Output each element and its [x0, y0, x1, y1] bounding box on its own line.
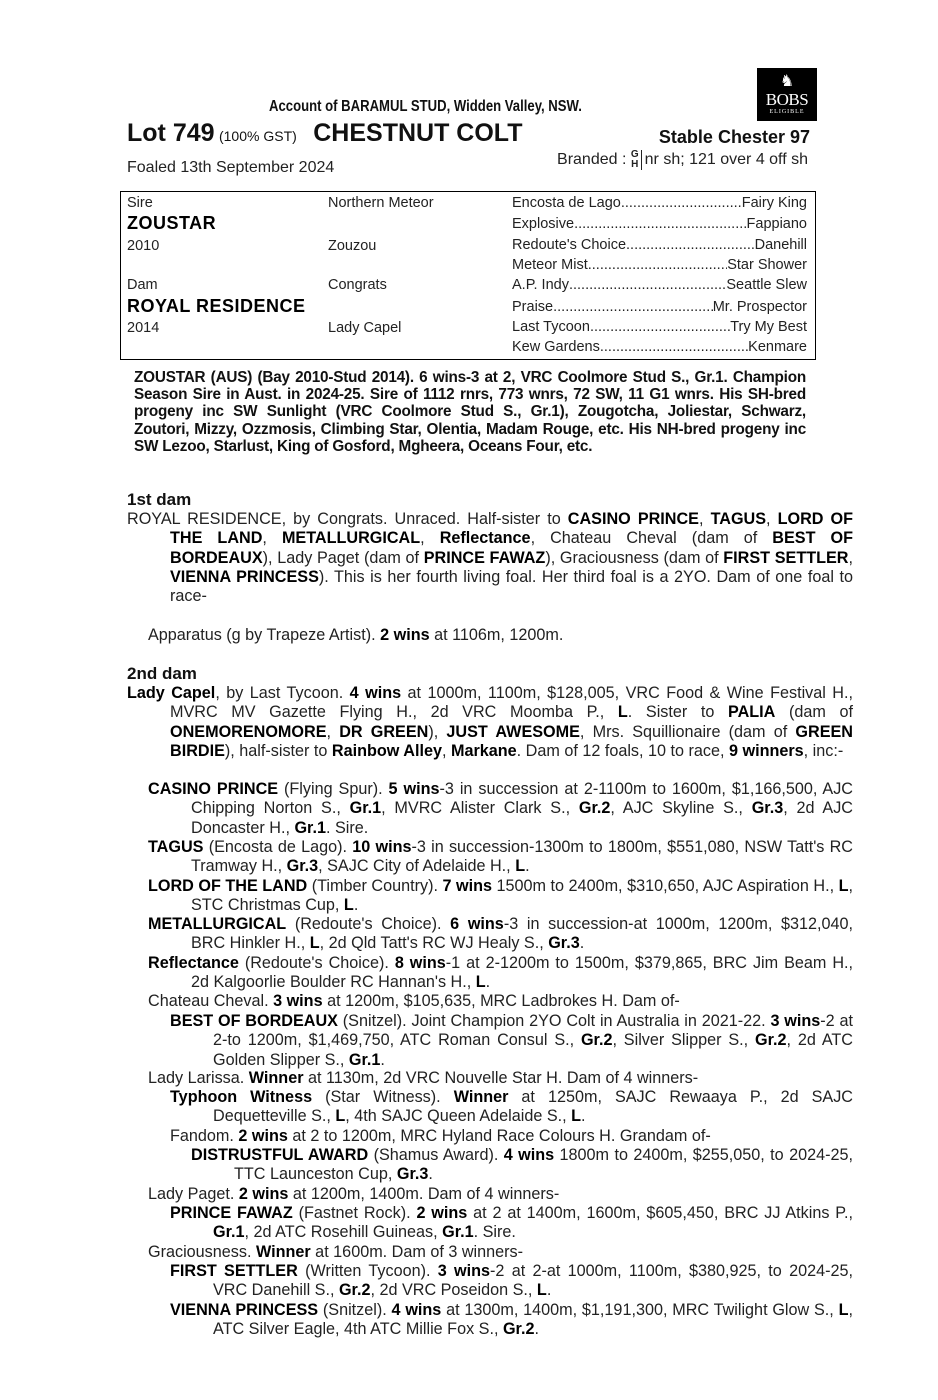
first-dam-text: ROYAL RESIDENCE, by Congrats. Unraced. Half-sister to CASINO PRINCE, TAGUS, LORD OF THE LAND, METALLURGICAL, Reflectance, Chateau Cheval (dam of BEST OF BORDEAUX), Lady Paget (dam of PRINCE FAWAZ), Graciousness (dam of FIRST SETTLER, VIENNA PRINCESS). This is her fourth living foal. Her third foal is a 2YO. Dam of one foal to race- — [127, 510, 854, 606]
gg-sire: Last Tycoon — [512, 319, 590, 335]
horse-head-icon: ♞ — [779, 73, 795, 90]
brand-mark-icon — [631, 150, 642, 170]
bold-text: CASINO PRINCE — [148, 780, 279, 798]
bold-text: L — [515, 857, 526, 876]
progeny-entry: METALLURGICAL (Redoute's Choice). 6 wins-3 in succession-at 1000m, 1200m, $312,040, BRC Hinkler H., L, 2d Qld Tatt's RC WJ Healy S., Gr.3. — [148, 915, 854, 953]
bold-text: VIENNA PRINCESS — [170, 1301, 319, 1319]
second-dam-text: Lady Capel, by Last Tycoon. 4 wins at 1000m, 1100m, $128,005, VRC Food & Wine Festival H., MVRC MV Gazette Flying H., 2d VRC Moomba P., L. Sister to PALIA (dam of ONEMORENOMORE, DR GREEN), JUST AWESOME, Mrs. Squillionaire (dam of GREEN BIRDIE), half-sister to Rainbow Alley, Markane. Dam of 12 foals, 10 to race, 9 winners, inc:- — [127, 684, 853, 760]
leader-dots — [553, 299, 713, 315]
bold-text: Gr.2 — [580, 1031, 613, 1050]
second-dam-heading: 2nd dam — [127, 664, 197, 683]
branding — [557, 150, 808, 170]
bold-text: 8 wins — [394, 954, 446, 972]
sire-year: 2010 — [127, 238, 160, 254]
branded-label: Branded : — [557, 151, 627, 169]
leader-dots — [569, 277, 726, 293]
progeny-entry: Graciousness. Winner at 1600m. Dam of 3 winners- — [148, 1243, 524, 1261]
bold-text: Gr.2 — [338, 1281, 371, 1300]
pedigree-gg-row — [512, 216, 807, 232]
gg-sire: Explosive — [512, 216, 575, 232]
progeny-entry: Lady Larissa. Winner at 1130m, 2d VRC Nouvelle Star H. Dam of 4 winners- — [148, 1069, 699, 1087]
bold-text: Reflectance — [148, 954, 239, 972]
lot-number: Lot 749 — [127, 119, 215, 147]
bold-text: FIRST SETTLER — [170, 1262, 298, 1280]
gg-dam-sire: Fairy King — [741, 195, 807, 211]
gg-sire: Kew Gardens — [512, 339, 600, 355]
bold-text: Winner — [453, 1088, 509, 1106]
first-dam-progeny: Apparatus (g by Trapeze Artist). 2 wins at 1106m, 1200m. — [148, 626, 564, 644]
pedigree-gg-row — [512, 299, 807, 315]
bold-text: 7 wins — [442, 877, 493, 895]
bold-text: GREEN BIRDIE — [170, 722, 853, 760]
bold-text: L — [571, 1107, 582, 1126]
pedigree-gg-row — [512, 339, 807, 355]
bold-text: L — [309, 934, 320, 953]
leader-dots — [590, 319, 730, 335]
bold-text: 3 wins — [437, 1262, 491, 1280]
gg-dam-sire: Danehill — [754, 237, 807, 253]
bold-text: 4 wins — [349, 684, 402, 702]
bold-text: Gr.2 — [755, 1031, 787, 1050]
bold-text: 5 wins — [388, 780, 440, 798]
gg-dam-sire: Mr. Prospector — [712, 299, 807, 315]
bold-text: Winner — [255, 1243, 311, 1261]
bold-text: Gr.1 — [294, 818, 326, 837]
progeny-entry: Typhoon Witness (Star Witness). Winner at 1250m, SAJC Rewaaya P., 2d SAJC Dequetteville S., L, 4th SAJC Queen Adelaide S., L. — [170, 1088, 853, 1126]
bold-text: METALLURGICAL — [281, 529, 421, 548]
bold-text: DISTRUSTFUL AWARD — [191, 1146, 369, 1164]
progeny-entry: FIRST SETTLER (Written Tycoon). 3 wins-2 at 2-at 1000m, 1100m, $380,925, to 2024-25, VRC Danehill S., Gr.2, 2d VRC Poseidon S., L. — [170, 1262, 853, 1300]
bold-text: BEST OF BORDEAUX — [170, 1012, 338, 1030]
bold-text: Gr.3 — [286, 857, 319, 876]
bold-text: 2 wins — [416, 1204, 468, 1222]
progeny-entry: CASINO PRINCE (Flying Spur). 5 wins-3 in succession at 2-1100m to 1600m, $1,166,500, AJC Chipping Norton S., Gr.1, MVRC Alister Clark S., Gr.2, AJC Skyline S., Gr.3, 2d AJC Doncaster H., Gr.1. Sire. — [148, 780, 853, 837]
bold-text: Gr.3 — [396, 1165, 429, 1184]
bold-text: 6 wins — [450, 915, 504, 933]
bold-text: 3 wins — [273, 992, 323, 1010]
pedigree-gg-row — [512, 195, 807, 211]
progeny-entry: DISTRUSTFUL AWARD (Shamus Award). 4 wins 1800m to 2400m, $255,050, to 2024-25, TTC Launceston Cup, Gr.3. — [191, 1146, 853, 1184]
gg-dam-sire: Seattle Slew — [726, 277, 807, 293]
pedigree-gg-row — [512, 277, 807, 293]
sire-sire: Northern Meteor — [328, 195, 434, 211]
colour-sex: CHESTNUT COLT — [313, 119, 523, 147]
dam-year: 2014 — [127, 320, 160, 336]
bold-text: 9 winners — [729, 741, 804, 760]
progeny-entry: Reflectance (Redoute's Choice). 8 wins-1 at 2-1200m to 1500m, $379,865, BRC Jim Beam H., 2d Kalgoorlie Boulder RC Hannan's H., L. — [148, 954, 854, 992]
bold-text: Typhoon Witness — [170, 1088, 313, 1106]
bold-text: LORD OF THE LAND — [170, 510, 854, 548]
bold-text: L — [617, 703, 628, 722]
brand-bottom: H — [631, 159, 639, 170]
progeny-entry: Lady Paget. 2 wins at 1200m, 1400m. Dam of 4 winners- — [148, 1185, 560, 1203]
foaled-date: Foaled 13th September 2024 — [127, 159, 335, 176]
brand-top: G — [630, 149, 639, 160]
bold-text: L — [335, 1107, 346, 1126]
bold-text: 10 wins — [352, 838, 412, 856]
bold-text: LORD OF THE LAND — [148, 877, 308, 895]
bold-text: CASINO PRINCE — [567, 510, 699, 528]
sire-label: Sire — [127, 195, 153, 211]
bold-text: DR GREEN — [339, 722, 429, 741]
leader-dots — [600, 339, 748, 355]
leader-dots — [626, 237, 755, 253]
bold-text: BEST OF BORDEAUX — [170, 529, 853, 567]
bold-text: L — [343, 896, 354, 915]
bold-text: 4 wins — [503, 1146, 555, 1164]
bold-text: 2 wins — [238, 1127, 288, 1145]
gg-sire: Praise — [512, 299, 554, 315]
bold-text: VIENNA PRINCESS — [170, 567, 319, 586]
progeny-entry: Fandom. 2 wins at 2 to 1200m, MRC Hyland Race Colours H. Grandam of- — [170, 1127, 711, 1145]
vendor-account: Account of BARAMUL STUD, Widden Valley, NSW. — [269, 98, 582, 115]
lot-line — [127, 119, 810, 148]
bold-text: 2 wins — [380, 626, 430, 644]
bold-text: Lady Capel — [127, 684, 216, 702]
dam-label: Dam — [127, 277, 158, 293]
bold-text: L — [475, 973, 486, 992]
bold-text: Gr.3 — [548, 934, 580, 953]
bold-text: PRINCE FAWAZ — [423, 548, 546, 567]
progeny-entry: Chateau Cheval. 3 wins at 1200m, $105,635, MRC Ladbrokes H. Dam of- — [148, 992, 680, 1010]
bold-text: Gr.1 — [348, 1050, 381, 1069]
bold-text: Gr.1 — [349, 799, 382, 818]
bold-text: L — [838, 877, 849, 895]
bold-text: FIRST SETTLER — [723, 548, 849, 567]
bold-text: Gr.3 — [751, 799, 784, 818]
bold-text: 3 wins — [770, 1012, 821, 1030]
gg-dam-sire: Star Shower — [727, 257, 807, 273]
bold-text: TAGUS — [148, 838, 204, 856]
bold-text: Gr.2 — [578, 799, 611, 818]
bold-text: METALLURGICAL — [148, 915, 287, 933]
bold-text: JUST AWESOME — [446, 722, 580, 741]
first-dam-heading: 1st dam — [127, 490, 192, 509]
progeny-entry: PRINCE FAWAZ (Fastnet Rock). 2 wins at 2 at 1400m, 1600m, $605,450, BRC JJ Atkins P., Gr.1, 2d ATC Rosehill Guineas, Gr.1. Sire. — [170, 1204, 853, 1242]
dam-dam: Lady Capel — [328, 320, 402, 336]
bold-text: L — [536, 1281, 547, 1300]
pedigree-gg-row — [512, 257, 807, 273]
bold-text: Gr.1 — [213, 1223, 245, 1242]
bold-text: 2 wins — [238, 1185, 289, 1203]
sire-summary: ZOUSTAR (AUS) (Bay 2010-Stud 2014). 6 wins-3 at 2, VRC Coolmore Stud S., Gr.1. Champion Season Sire in Aust. in 2024-25. Sire of 1112 rnrs, 773 wnrs, 72 SW, 11 G1 wnrs. His SH-bred progeny inc SW Sunlight (VRC Coolmore Stud S., Gr.1), Zougotcha, Joliestar, Schwarz, Zoutori, Mizzy, Ozzmosis, Climbing Star, Olentia, Madam Rouge, etc. His NH-bred progeny inc SW Lezoo, Starlust, King of Gosford, Mgheera, Oceans Four, etc. — [134, 369, 806, 455]
bold-text: Reflectance — [439, 529, 531, 548]
gg-sire: Meteor Mist — [512, 257, 588, 273]
gg-dam-sire: Try My Best — [730, 319, 807, 335]
pedigree-gg-row — [512, 237, 807, 253]
gst-note: (100% GST) — [218, 128, 297, 144]
gg-sire: Redoute's Choice — [512, 237, 627, 253]
bold-text: PALIA — [728, 703, 776, 722]
gg-sire: A.P. Indy — [512, 277, 569, 293]
logo-subtext: ELIGIBLE — [769, 109, 805, 115]
leader-dots — [621, 195, 742, 211]
dam-name: ROYAL RESIDENCE — [127, 296, 306, 316]
bold-text: Gr.2 — [502, 1320, 535, 1339]
leader-dots — [574, 216, 746, 232]
gg-dam-sire: Kenmare — [748, 339, 807, 355]
stable-location: Stable Chester 97 — [658, 127, 810, 147]
bold-text: Gr.1 — [442, 1223, 474, 1242]
bold-text: Rainbow Alley — [331, 741, 442, 760]
bold-text: L — [838, 1301, 849, 1319]
branded-text: nr sh; 121 over 4 off sh — [644, 151, 808, 169]
sire-name: ZOUSTAR — [127, 213, 217, 233]
pedigree-gg-row — [512, 319, 807, 335]
leader-dots — [588, 257, 727, 273]
sire-dam: Zouzou — [328, 238, 377, 254]
gg-dam-sire: Fappiano — [746, 216, 807, 232]
progeny-entry: TAGUS (Encosta de Lago). 10 wins-3 in succession-1300m to 1800m, $551,080, NSW Tatt's RC Tramway H., Gr.3, SAJC City of Adelaide H., L. — [148, 838, 853, 876]
bold-text: PRINCE FAWAZ — [170, 1204, 293, 1222]
progeny-entry: VIENNA PRINCESS (Snitzel). 4 wins at 1300m, 1400m, $1,191,300, MRC Twilight Glow S., L, ATC Silver Eagle, 4th ATC Millie Fox S., Gr.2. — [170, 1301, 853, 1339]
dam-sire: Congrats — [328, 277, 387, 293]
progeny-entry: BEST OF BORDEAUX (Snitzel). Joint Champion 2YO Colt in Australia in 2021-22. 3 wins-2 at 2-to 1200m, $1,469,750, ATC Roman Consul S., Gr.2, Silver Slipper S., Gr.2, 2d ATC Golden Slipper S., Gr.1. — [170, 1012, 853, 1069]
gg-sire: Encosta de Lago — [512, 195, 621, 211]
bold-text: Markane — [450, 741, 517, 760]
bold-text: Winner — [248, 1069, 304, 1087]
progeny-entry: LORD OF THE LAND (Timber Country). 7 wins 1500m to 2400m, $310,650, AJC Aspiration H., L, STC Christmas Cup, L. — [148, 877, 853, 915]
bold-text: 4 wins — [391, 1301, 442, 1319]
bold-text: ONEMORENOMORE — [170, 722, 327, 741]
bobs-eligible-logo — [757, 68, 817, 121]
logo-text: BOBS — [765, 90, 809, 109]
pedigree-table — [120, 191, 816, 360]
bold-text: TAGUS — [710, 510, 767, 528]
